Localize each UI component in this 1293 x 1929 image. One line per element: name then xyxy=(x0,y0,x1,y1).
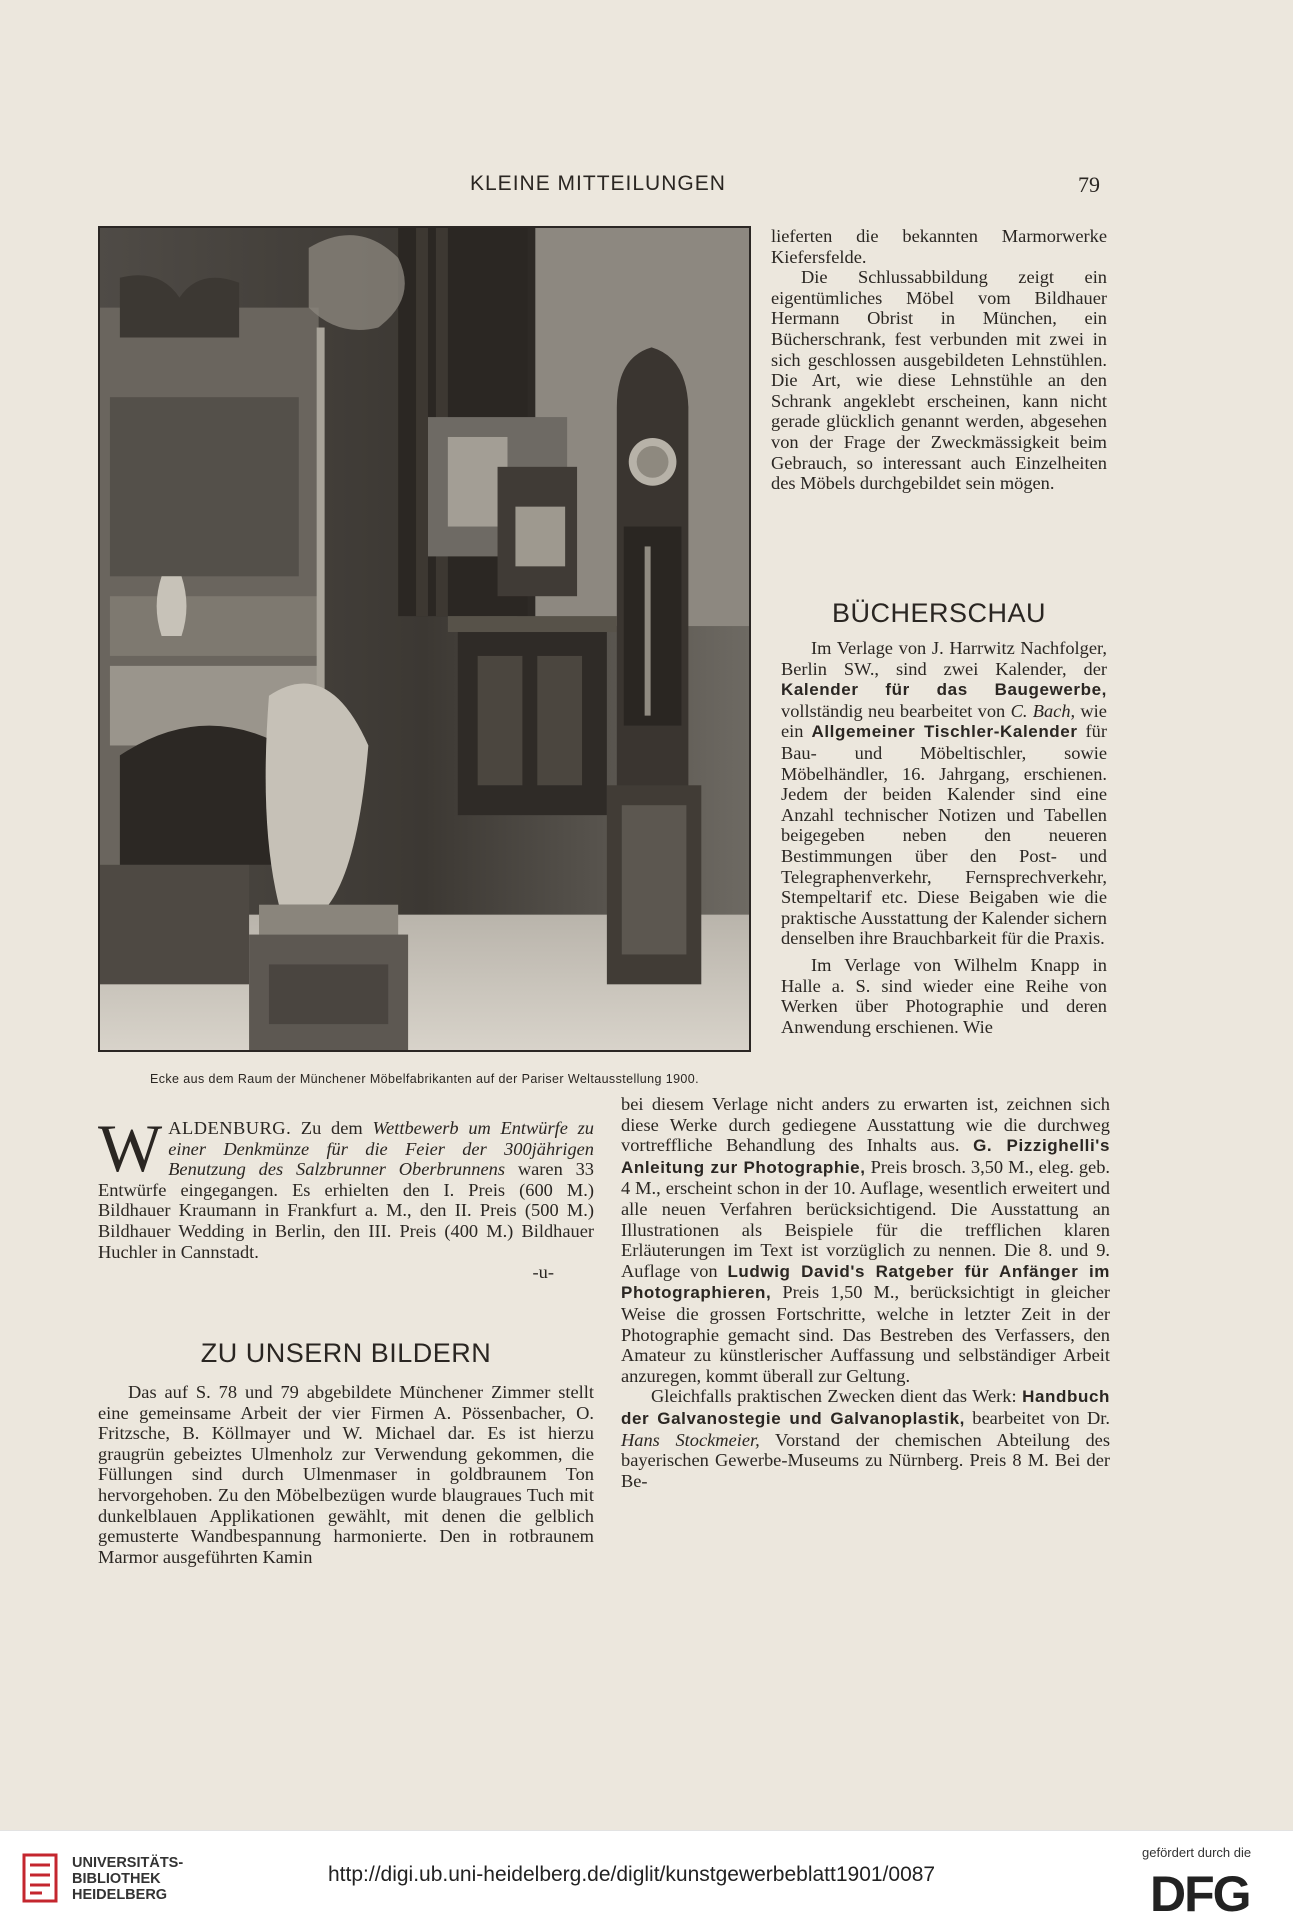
buecherschau-column xyxy=(781,638,1107,1037)
paragraph: Im Verlage von J. Harrwitz Nachfolger, Berlin SW., sind zwei Kalender, der Kalender für das Baugewerbe, vollständig neu bearbeitet von C. Bach, wie ein Allgemeiner Tischler-Kalender für Bau- und Möbeltischler, sowie Möbelhändler, 16. Jahrgang, erschienen. Jedem der beiden Kalender sind eine Anzahl technischer Notizen und Tabellen beigegeben neben den neueren Bestimmungen über den Post- und Telegraphenverkehr, Fernsprechverkehr, Stempeltarif etc. Diese Beigaben wie die praktische Ausstattung der Kalender sichern denselben ihre Brauchbarkeit für die Praxis. xyxy=(781,638,1107,949)
paragraph: bei diesem Verlage nicht anders zu erwarten ist, zeichnen sich diese Werke durch gediegene Ausstattung wie die durchweg vortreffliche Behandlung des Inhalts aus. G. Pizzighelli's Anleitung zur Photographie, Preis brosch. 3,50 M., eleg. geb. 4 M., erscheint schon in der 10. Auflage, wesentlich erweitert und alle neuen Verfahren berücksichtigend. Die Ausstattung an Illustrationen als Beispiele für die trefflichen klaren Erläuterungen im Text ist vorzüglich zu nennen. Die 8. und 9. Auflage von Ludwig David's Ratgeber für Anfänger im Photographieren, Preis 1,50 M., berücksichtigt in gleicher Weise die grossen Fortschritte, welche in letzter Zeit in der Photographie gemacht sind. Das Bestreben des Verfassers, den Amateur zu künstlerischer Auffassung und selbständiger Arbeit anzuregen, kommt überall zur Geltung. xyxy=(621,1094,1110,1386)
photo-illustration xyxy=(100,228,749,1050)
right-column-top xyxy=(771,226,1107,494)
viewer-footer xyxy=(0,1830,1293,1929)
interior-photograph xyxy=(98,226,751,1052)
signature: -u- xyxy=(532,1262,554,1283)
dropcap: W xyxy=(98,1110,163,1186)
paragraph: Gleichfalls praktischen Zwecken dient das Werk: Handbuch der Galvanostegie und Galvanoplastik, bearbeitet von Dr. Hans Stockmeier, Vorstand der chemischen Abteilung des bayerischen Gewerbe-Museums zu Nürnberg. Preis 8 M. Bei der Be- xyxy=(621,1386,1110,1491)
library-name: UNIVERSITÄTS- BIBLIOTHEK HEIDELBERG xyxy=(72,1855,184,1903)
running-head: KLEINE MITTEILUNGEN xyxy=(470,172,726,195)
permalink-url[interactable]: http://digi.ub.uni-heidelberg.de/diglit/kunstgewerbeblatt1901/0087 xyxy=(328,1863,936,1886)
paragraph: Das auf S. 78 und 79 abgebildete Münchener Zimmer stellt eine gemeinsame Arbeit der vier Firmen A. Pössenbacher, O. Fritzsche, B. Köllmayer und W. Michael dar. Es ist hierzu graugrün gebeiztes Ulmenholz zur Verwendung gekommen, die Füllungen sind durch Ulmenmaser in goldbraunem Ton hervorgehoben. Zu den Möbelbezügen wurde blaugraues Tuch mit dunkelblauen Applikationen gewählt, mit denen die gelblich gemusterte Wandbespannung harmonierte. Den in rotbraunem Marmor ausgeführten Kamin xyxy=(98,1382,594,1567)
funding-label: gefördert durch die xyxy=(1142,1845,1252,1860)
bildern-column xyxy=(98,1382,594,1567)
dfg-logo: DFG xyxy=(1150,1866,1250,1922)
paragraph: lieferten die bekannten Marmorwerke Kiefersfelde. xyxy=(771,226,1107,267)
right-column-bottom xyxy=(621,1094,1110,1491)
paragraph: W ALDENBURG. Zu dem Wettbewerb um Entwürfe zu einer Denkmünze für die Feier der 300jährigen Benutzung des Salzbrunner Oberbrunnens waren 33 Entwürfe eingegangen. Es erhielten den I. Preis (600 M.) Bildhauer Kraumann in Frankfurt a. M., den II. Preis (500 M.) Bildhauer Wedding in Berlin, den III. Preis (400 M.) Bildhauer Huchler in Cannstadt. xyxy=(98,1110,594,1262)
paragraph: Im Verlage von Wilhelm Knapp in Halle a. S. sind wieder eine Reihe von Werken über Photographie und deren Anwendung erschienen. Wie xyxy=(781,954,1107,1037)
waldenburg-notice xyxy=(98,1110,594,1283)
university-library-logo-icon xyxy=(22,1853,58,1903)
page-number: 79 xyxy=(1078,172,1100,197)
section-heading-buecherschau: BÜCHERSCHAU xyxy=(831,598,1047,628)
figure-caption: Ecke aus dem Raum der Münchener Möbelfabrikanten auf der Pariser Weltausstellung 1900. xyxy=(149,1072,700,1086)
paragraph: Die Schlussabbildung zeigt ein eigentümliches Möbel vom Bildhauer Hermann Obrist in München, ein Bücherschrank, fest verbunden mit zwei in sich geschlossen ausgebildeten Lehnstühlen. Die Art, wie diese Lehnstühle an den Schrank angeklebt erscheinen, kann nicht gerade glücklich genannt werden, abgesehen von der Frage der Zweckmässigkeit beim Gebrauch, so interessant auch Einzelheiten des Möbels durchgebildet sein mögen. xyxy=(771,267,1107,494)
section-heading-bildern: ZU UNSERN BILDERN xyxy=(200,1338,492,1368)
